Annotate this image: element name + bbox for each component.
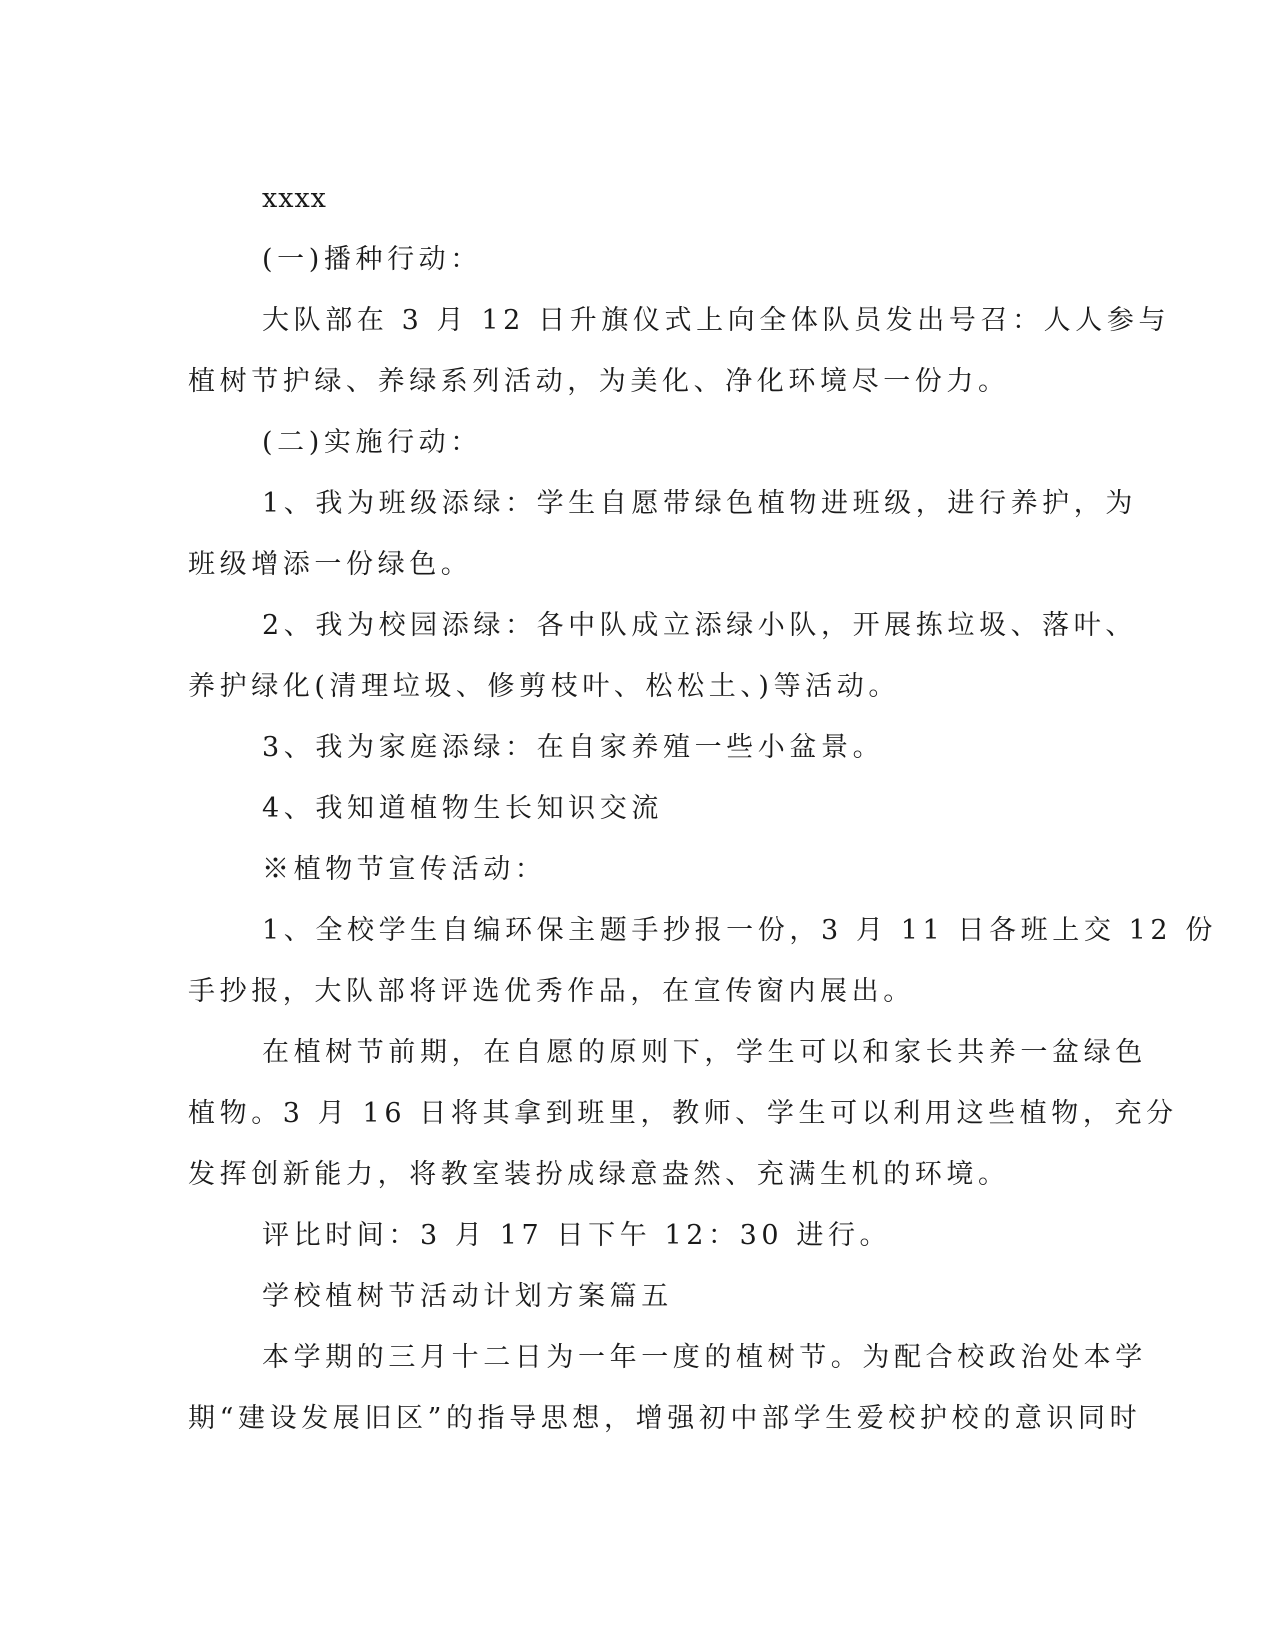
- list-item: 3、我为家庭添绿：在自家养殖一些小盆景。: [262, 732, 885, 763]
- list-item: 1、全校学生自编环保主题手抄报一份，3 月 11 日各班上交 12 份: [262, 915, 1217, 946]
- text-line: xxxx: [262, 183, 327, 214]
- paragraph-line: 发挥创新能力，将教室装扮成绿意盎然、充满生机的环境。: [188, 1159, 1010, 1190]
- list-item-continuation: 养护绿化(清理垃圾、修剪枝叶、松松土、)等活动。: [188, 671, 900, 702]
- list-item: 2、我为校园添绿：各中队成立添绿小队，开展拣垃圾、落叶、: [262, 610, 1137, 641]
- section-heading: (一)播种行动：: [262, 244, 482, 275]
- paragraph-line: 植树节护绿、养绿系列活动，为美化、净化环境尽一份力。: [188, 366, 1010, 397]
- section-heading: (二)实施行动：: [262, 427, 482, 458]
- paragraph-line: 在植树节前期，在自愿的原则下，学生可以和家长共养一盆绿色: [262, 1037, 1147, 1068]
- document-body: [188, 168, 1217, 1449]
- paragraph-line: 评比时间：3 月 17 日下午 12：30 进行。: [262, 1220, 892, 1251]
- section-title: 学校植树节活动计划方案篇五: [262, 1281, 673, 1312]
- paragraph-line: 植物。3 月 16 日将其拿到班里，教师、学生可以利用这些植物，充分: [188, 1098, 1178, 1129]
- list-item-continuation: 手抄报，大队部将评选优秀作品，在宣传窗内展出。: [188, 976, 915, 1007]
- list-item: 4、我知道植物生长知识交流: [262, 793, 663, 824]
- paragraph-line: 期“建设发展旧区”的指导思想，增强初中部学生爱校护校的意识同时: [188, 1403, 1142, 1434]
- paragraph-line: 本学期的三月十二日为一年一度的植树节。为配合校政治处本学: [262, 1342, 1147, 1373]
- list-item-continuation: 班级增添一份绿色。: [188, 549, 473, 580]
- paragraph-line: 大队部在 3 月 12 日升旗仪式上向全体队员发出号召：人人参与: [262, 305, 1171, 336]
- section-heading: ※植物节宣传活动：: [262, 854, 547, 885]
- list-item: 1、我为班级添绿：学生自愿带绿色植物进班级，进行养护，为: [262, 488, 1137, 519]
